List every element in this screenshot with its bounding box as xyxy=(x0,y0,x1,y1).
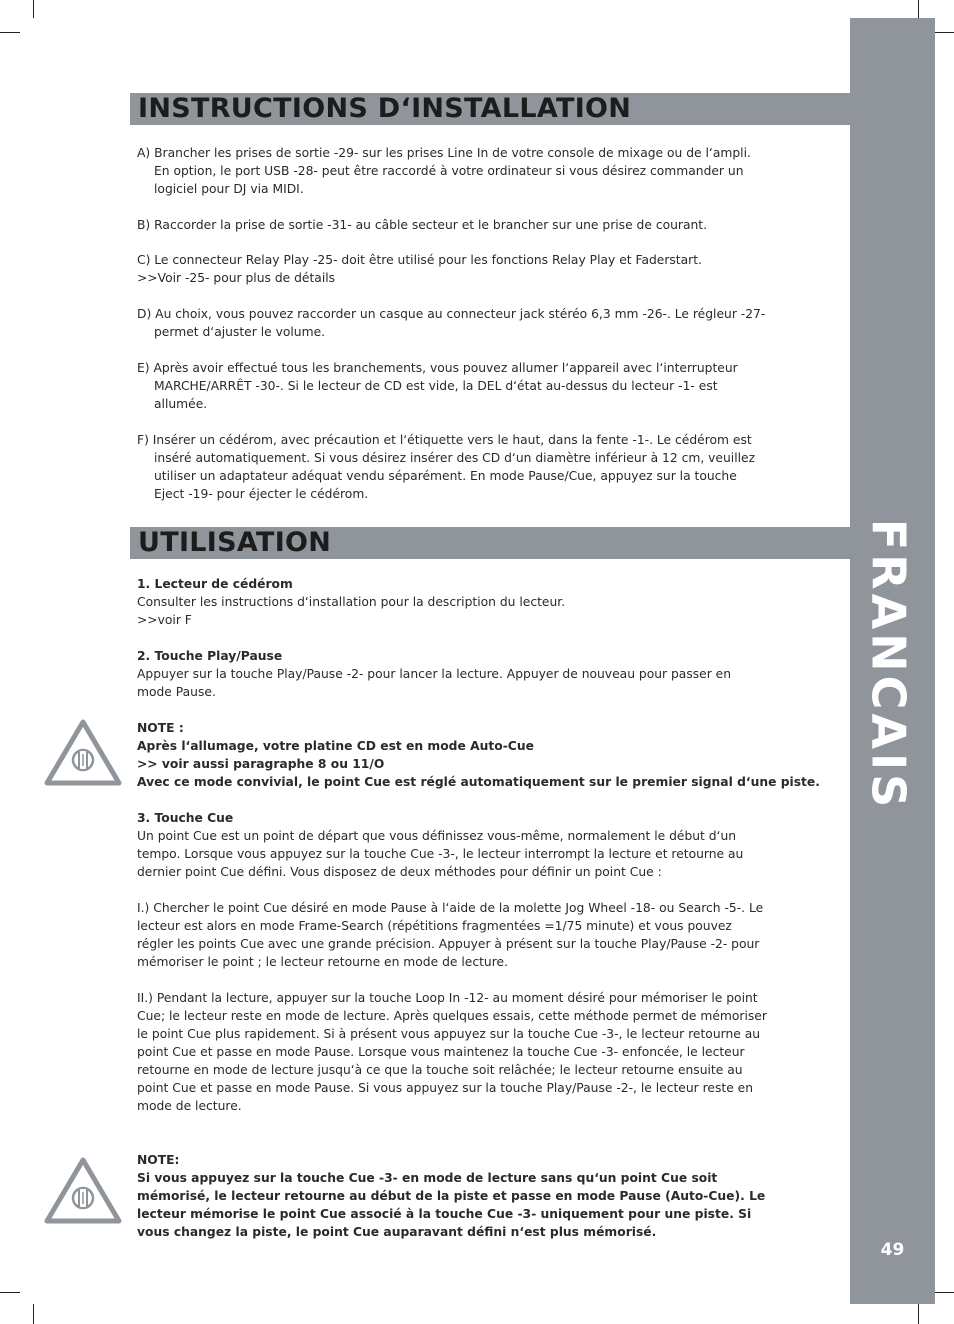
language-text: FRANCAIS xyxy=(861,518,916,812)
crop-mark xyxy=(0,32,20,33)
section3-method-1: I.) Chercher le point Cue désiré en mode Pause à l‘aide de la molette Jog Wheel -18- ou Search -5-. Le lecteur est alors en mode Frame-Search (répétitions fragmentées =1/75 minute) et vous pouvez régler les points Cue avec une grande précision. Appuyer à présent sur la touche Play/Pause -2- pour mémoriser le point ; le lecteur retourne en mode de lecture. xyxy=(137,901,764,969)
section3-method-2: II.) Pendant la lecture, appuyer sur la touche Loop In -12- au moment désiré pour mémoriser le point Cue; le lecteur reste en mode de lecture. Après quelques essais, cette méthode permet de mémoriser le point Cue plus rapidement. Si à présent vous appuyez sur la touche Cue -3-, le lecteur retourne au point Cue et passe en mode Pause. Lorsque vous maintenez la touche Cue -3- enfoncée, le lecteur retourne en mode de lecture jusqu‘à ce que la touche soit relâchée; le lecteur retourne ensuite au point Cue et passe en mode Pause. Si vous appuyez sur la touche Play/Pause -2-, le lecteur reste en mode de lecture. xyxy=(137,991,767,1113)
install-item-f: F) Insérer un cédérom, avec précaution et l‘étiquette vers le haut, dans la fente -1-. Le cédérom est inséré automatiquement. Si vous désirez insérer des CD d‘un diamètre inférieur à 12 cm, veuillez utiliser un adaptateur adéquat vendu séparément. En mode Pause/Cue, appuyez sur la touche Eject -19- pour éjecter le cédérom. xyxy=(137,433,756,501)
crop-mark xyxy=(33,1304,34,1324)
note2-text: Si vous appuyez sur la touche Cue -3- en mode de lecture sans qu‘un point Cue soit mémorisé, le lecteur retourne au début de la piste et passe en mode Pause (Auto-Cue). Le lecteur mémorise le point Cue associé à la touche Cue -3- uniquement pour une piste. Si vous changez la piste, le point Cue auparavant défini n‘est plus mémorisé. xyxy=(137,1171,766,1239)
crop-mark xyxy=(935,32,954,33)
warning-icon xyxy=(44,1156,122,1224)
crop-mark xyxy=(918,0,919,18)
install-item-d: D) Au choix, vous pouvez raccorder un casque au connecteur jack stéréo 6,3 mm -26-. Le régleur -27- permet d‘ajuster le volume. xyxy=(137,307,766,339)
install-item-b: B) Raccorder la prise de sortie -31- au câble secteur et le brancher sur une prise de courant. xyxy=(137,218,708,232)
install-item-e: E) Après avoir effectué tous les branchements, vous pouvez allumer l‘appareil avec l‘interrupteur MARCHE/ARRÊT -30-. Si le lecteur de CD est vide, la DEL d‘état au-dessus du lecteur -1- est allumée. xyxy=(137,361,738,411)
install-item-c-ref: >>Voir -25- pour plus de détails xyxy=(137,271,336,285)
install-item-c: C) Le connecteur Relay Play -25- doit être utilisé pour les fonctions Relay Play et Faderstart. xyxy=(137,253,702,267)
installation-body xyxy=(137,144,767,503)
utilisation-title: UTILISATION xyxy=(138,527,332,558)
note1-line: Avec ce mode convivial, le point Cue est réglé automatiquement sur le premier signal d‘une piste. xyxy=(137,775,820,789)
section1-line: Consulter les instructions d‘installation pour la description du lecteur. xyxy=(137,595,566,609)
section1-ref: >>voir F xyxy=(137,613,192,627)
warning-icon xyxy=(44,718,122,786)
crop-mark xyxy=(935,1292,954,1293)
section2-heading: 2. Touche Play/Pause xyxy=(137,649,283,663)
note1-label: NOTE : xyxy=(137,721,184,735)
note1-line: >> voir aussi paragraphe 8 ou 11/O xyxy=(137,757,385,771)
page-number: 49 xyxy=(880,1240,905,1260)
note2-label: NOTE: xyxy=(137,1153,180,1167)
crop-mark xyxy=(0,1292,20,1293)
crop-mark xyxy=(918,1304,919,1324)
section1-heading: 1. Lecteur de cédérom xyxy=(137,577,293,591)
installation-title: INSTRUCTIONS D‘INSTALLATION xyxy=(138,93,632,124)
utilisation-heading-bar xyxy=(130,527,850,559)
language-label xyxy=(858,518,918,812)
install-item-a: A) Brancher les prises de sortie -29- sur les prises Line In de votre console de mixage ou de l‘ampli. En option, le port USB -28- peut être raccordé à votre ordinateur si vous désirez commander un logiciel pour DJ via MIDI. xyxy=(137,146,751,196)
utilisation-body xyxy=(137,575,820,1241)
section2-text: Appuyer sur la touche Play/Pause -2- pour lancer la lecture. Appuyer de nouveau pour passer en mode Pause. xyxy=(137,667,732,699)
note1-line: Après l‘allumage, votre platine CD est en mode Auto-Cue xyxy=(137,739,534,753)
section3-intro: Un point Cue est un point de départ que vous définissez vous-même, normalement le début d‘un tempo. Lorsque vous appuyez sur la touche Cue -3-, le lecteur interrompt la lecture et retourne au dernier point Cue défini. Vous disposez de deux méthodes pour définir un point Cue : xyxy=(137,829,744,879)
installation-heading-bar xyxy=(130,93,850,125)
section3-heading: 3. Touche Cue xyxy=(137,811,234,825)
crop-mark xyxy=(33,0,34,18)
